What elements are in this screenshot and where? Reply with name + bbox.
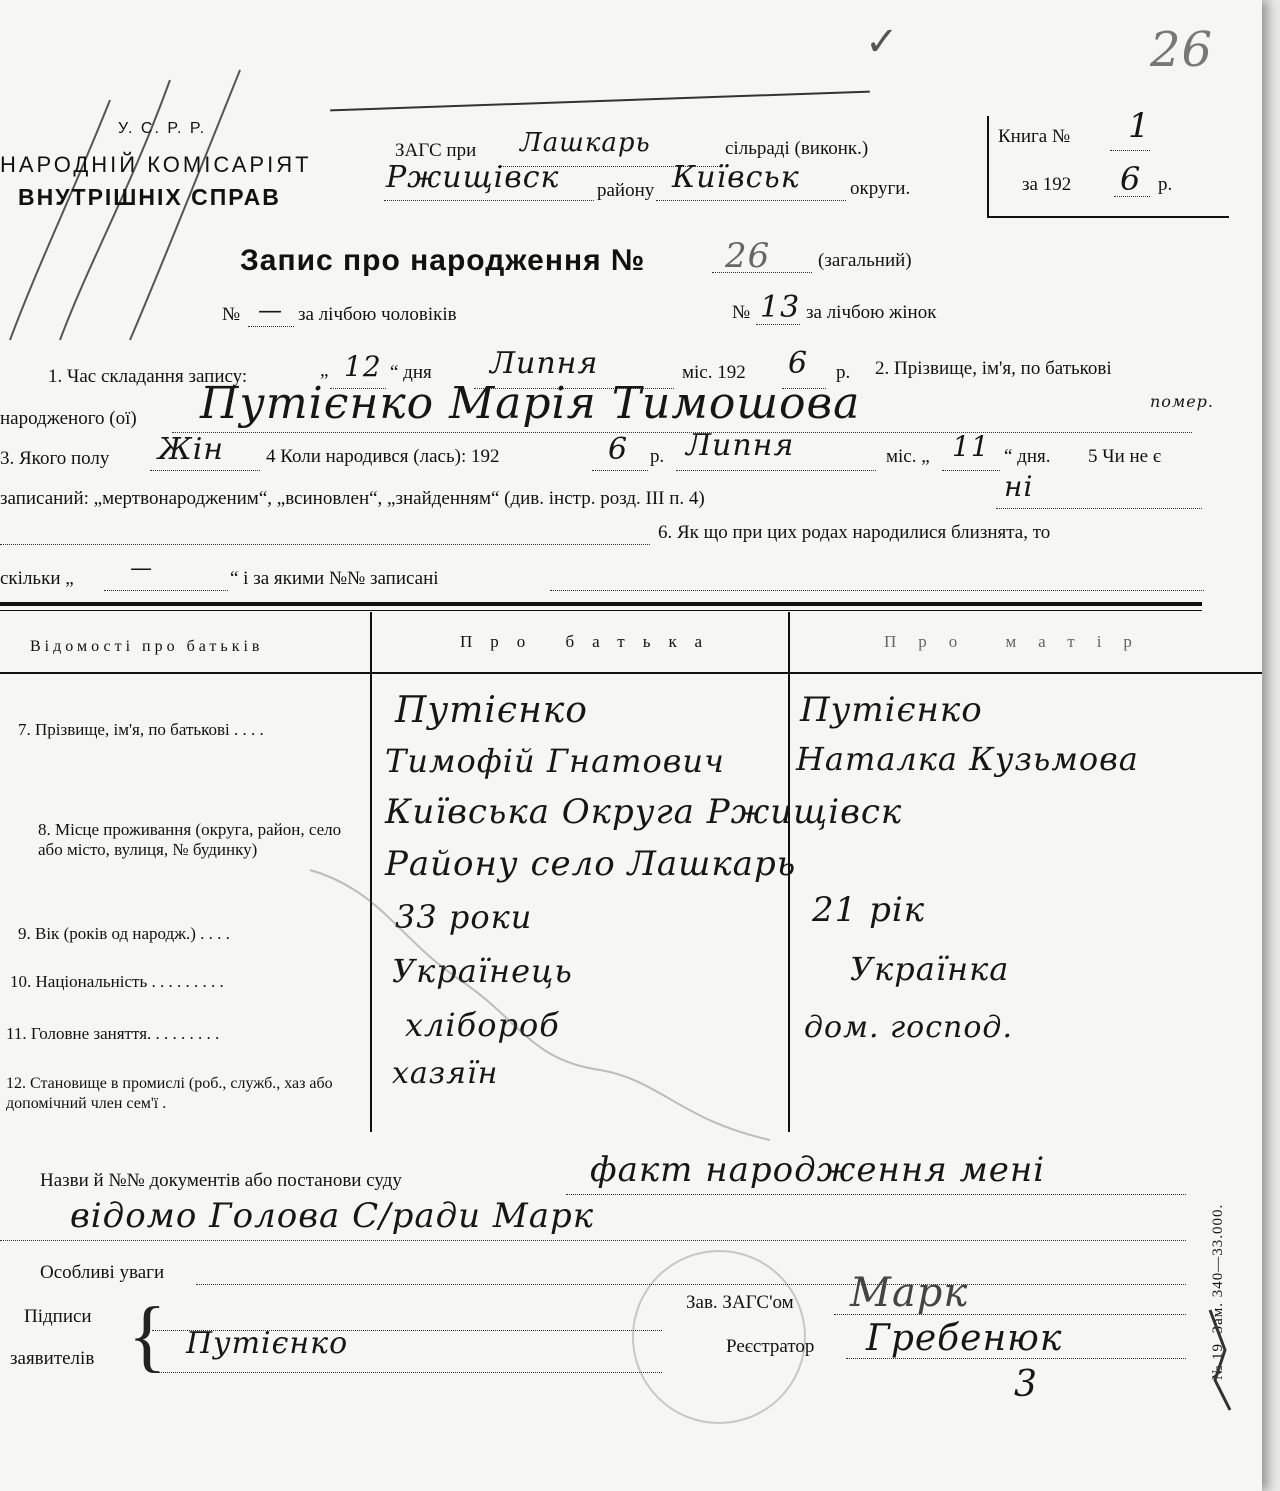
raion-value: Ржищівск <box>386 160 560 195</box>
remarks-label: Особливі уваги <box>40 1262 165 1283</box>
field1-day-open: „ <box>320 360 329 381</box>
father-name: Тимофій Гнатович <box>385 742 725 780</box>
book-year-suffix: р. <box>1158 174 1173 195</box>
female-count-label: за лічбою жінок <box>806 302 937 323</box>
signature-line-2 <box>152 1372 662 1373</box>
field4-day-line <box>942 470 1000 471</box>
field3-value: Жін <box>158 432 225 467</box>
male-count-value: — <box>258 296 283 324</box>
applicants-label: заявителів <box>10 1348 95 1369</box>
table-header-parents: Відомості про батьків <box>30 638 264 655</box>
record-title: Запис про народження № <box>240 244 646 277</box>
signatures-brace: { <box>128 1292 167 1380</box>
row10-label: 10. Національність . . . . . . . . . <box>10 972 224 991</box>
field6-lead-line <box>0 544 650 545</box>
docs-line-1 <box>566 1194 1186 1195</box>
female-count-value: 13 <box>760 290 801 325</box>
table-header-rule <box>0 672 1262 674</box>
record-number-suffix: (загальний) <box>818 250 912 271</box>
row9-label: 9. Вік (років од народж.) . . . . <box>18 924 230 943</box>
republic-label: У. С. Р. Р. <box>118 120 207 137</box>
field4-mis: міс. „ <box>886 446 930 467</box>
mother-nationality: Українка <box>850 950 1010 988</box>
registrar-signature: Гребенюк <box>866 1318 1063 1359</box>
applicant-signature: Путієнко <box>186 1326 349 1361</box>
zags-value: Лашкарь <box>520 128 651 158</box>
father-age: 33 роки <box>395 898 533 936</box>
field2-label2: народженого (ої) <box>0 408 137 429</box>
mother-name: Наталка Кузьмова <box>796 740 1139 778</box>
row7-label: 7. Прізвище, ім'я, по батькові . . . . <box>18 720 264 739</box>
okruga-value: Київськ <box>672 160 800 195</box>
field6-label3: “ і за якими №№ записані <box>230 568 439 589</box>
mother-occupation: дом. господ. <box>804 1010 1013 1045</box>
father-status: хазяїн <box>392 1056 499 1091</box>
male-count-prefix: № <box>222 304 241 325</box>
field6-trail-line <box>550 590 1204 591</box>
field4-month: Липня <box>686 428 795 463</box>
father-residence-2: Району село Лашкарь <box>385 844 797 884</box>
field1-mis: міс. 192 <box>682 362 746 383</box>
remarks-line <box>196 1284 1186 1285</box>
field4-year-line <box>592 470 648 471</box>
docs-value: факт народження мені <box>590 1150 1046 1190</box>
table-header-father: Про батька <box>460 632 721 651</box>
print-info: № 19. Зам. 340—33.000. <box>1210 1203 1226 1380</box>
zags-suffix: сільраді (виконк.) <box>725 138 869 159</box>
commissariat-label: НАРОДНІЙ КОМІСАРІЯТ <box>0 152 312 177</box>
field5-label: 5 Чи не є <box>1088 446 1162 467</box>
book-year-prefix: за 192 <box>1022 174 1072 195</box>
field3-line <box>150 470 260 471</box>
field4-year: 6 <box>608 432 629 467</box>
field6-label2: скільки „ <box>0 568 74 589</box>
raion-label: району <box>597 180 655 201</box>
father-occupation: хлібороб <box>405 1006 560 1044</box>
row8-label: 8. Місце проживання (округа, район, село або місто, вулиця, № будинку) <box>38 820 342 859</box>
top-rule <box>330 91 870 112</box>
registrar-number: 3 <box>1014 1364 1038 1405</box>
table-header-mother: Про матір <box>884 632 1154 651</box>
female-count-prefix: № <box>732 302 751 323</box>
field1-r: р. <box>836 362 851 383</box>
field4-label: 4 Коли народився (лась): 192 <box>266 446 500 467</box>
male-count-label: за лічбою чоловіків <box>298 304 457 325</box>
field2-label: 2. Прізвище, ім'я, по батькові <box>875 358 1112 379</box>
field6-value-line <box>104 590 228 591</box>
paper-crease <box>300 860 800 1160</box>
field4-r: р. <box>650 446 665 467</box>
field2-note: помер. <box>1150 392 1214 411</box>
field1-year: 6 <box>788 346 809 381</box>
mother-age: 21 рік <box>812 890 926 930</box>
field5-line <box>996 508 1202 509</box>
registrar-label: Реєстратор <box>726 1336 815 1357</box>
field3-label: 3. Якого полу <box>0 448 110 469</box>
field6-value: — <box>130 556 153 581</box>
male-count-line <box>248 326 294 327</box>
field1-label: 1. Час складання запису: <box>48 366 248 387</box>
father-surname: Путієнко <box>395 690 588 731</box>
check-mark-icon: ✓ <box>865 19 899 64</box>
field5-value: ні <box>1004 470 1034 503</box>
field1-day: 12 <box>344 350 382 383</box>
book-number: 1 <box>1128 106 1151 146</box>
docs-line-2 <box>0 1240 1186 1241</box>
field5-label2: записаний: „мертвонародженим“, „всиновлен“, „знайденням“ (див. інстр. розд. III п. 4) <box>0 488 705 509</box>
record-number: 26 <box>725 236 771 276</box>
field4-month-line <box>676 470 876 471</box>
signatures-label: Підписи <box>24 1306 92 1327</box>
field4-dnia: “ дня. <box>1004 446 1051 467</box>
book-label: Книга № <box>998 126 1071 147</box>
department-label: ВНУТРІШНІХ СПРАВ <box>18 184 281 210</box>
row11-label: 11. Головне заняття. . . . . . . . . <box>6 1024 220 1043</box>
field2-value: Путієнко Марія Тимошова <box>200 378 861 429</box>
docs-value-2: відомо Голова С/ради Марк <box>70 1196 595 1236</box>
docs-label: Назви й №№ документів або постанови суду <box>40 1170 402 1191</box>
mother-surname: Путієнко <box>800 690 983 730</box>
edge-scribble <box>1200 1300 1240 1420</box>
field2-line <box>172 432 1192 433</box>
field1-day-close: “ дня <box>390 362 432 383</box>
page-number: 26 <box>1150 22 1214 78</box>
father-residence-1: Київська Округа Ржищівск <box>385 792 903 832</box>
head-signature: Марк <box>850 1270 969 1316</box>
table-top-rule-thin <box>0 610 1202 611</box>
raion-line <box>384 200 594 201</box>
field6-label: 6. Як що при цих родах народилися близнята, то <box>658 522 1051 543</box>
field4-day: 11 <box>952 430 990 463</box>
book-year-digit: 6 <box>1120 160 1142 198</box>
table-top-rule <box>0 602 1202 606</box>
okruga-label: округи. <box>850 178 911 199</box>
father-nationality: Українець <box>392 952 573 990</box>
okruga-line <box>656 200 846 201</box>
row12-label: 12. Становище в промислі (роб., служб., хаз або допомічний член сем'ї . <box>6 1075 333 1112</box>
field1-month: Липня <box>490 346 599 381</box>
zags-prefix: ЗАГС при <box>395 140 477 161</box>
book-number-line <box>1110 150 1150 151</box>
head-label: Зав. ЗАГС'ом <box>686 1292 794 1313</box>
